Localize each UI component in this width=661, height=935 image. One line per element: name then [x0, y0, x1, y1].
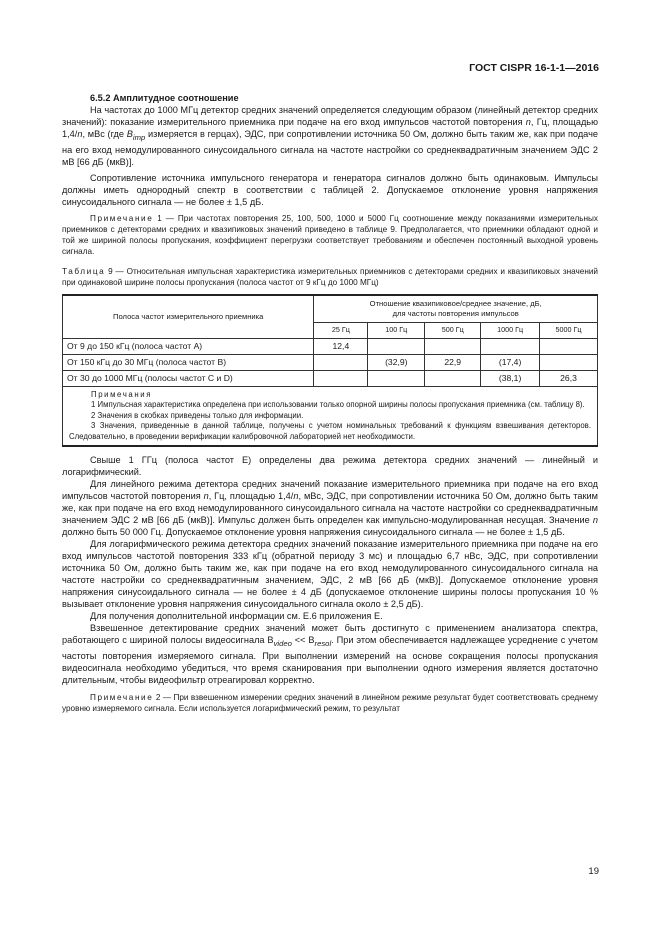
paragraph-above-1ghz: Свыше 1 ГГц (полоса частот Е) определены два режима детектора средних значений — линейный и логарифмический.: [62, 455, 598, 478]
note-text: 1 — При частотах повторения 25, 100, 500, 1000 и 5000 Гц соотношение между показаниями измерительных приемников с детекторами средних и квазипиковых значений приведено в таблице 9. Предполагается, что приемники обладают одной и той же шириной полосы пропускания, коэффициент перегрузки соответствует требованиям и обеспечен постоянный выходной уровень сигнала.: [62, 213, 598, 256]
column-header-500hz: 500 Гц: [425, 322, 481, 338]
text-run: << B: [291, 635, 315, 646]
section-heading: 6.5.2 Амплитудное соотношение: [90, 93, 239, 103]
text-run: , Гц, площадью 1,4/: [208, 491, 294, 502]
paragraph-source-impedance: Сопротивление источника импульсного генератора и генератора сигналов должно быть одинаковым. Импульсы должны иметь однородный спектр в соответствии с таблицей 2. Допускаемое отклонение уровня напряжения синусоидального сигнала — не более ± 1,5 дБ.: [62, 172, 598, 207]
text-run: , Гц, площадью 1,4/: [62, 117, 598, 139]
text-run: должно быть 50 000 Гц. Допускаемое отклонение уровня напряжения синусоидального сигнала — не более ± 1,5 дБ.: [62, 527, 565, 538]
italic-variable: B: [126, 129, 133, 139]
italic-variable: n: [293, 491, 299, 502]
table-notes: [63, 386, 598, 446]
page-body: [62, 92, 598, 714]
table-9: [62, 294, 598, 448]
text-run: , мВс (где: [82, 129, 127, 139]
column-header-1000hz: 1000 Гц: [481, 322, 540, 338]
table-cell: [540, 338, 598, 354]
table-cell: (32,9): [368, 354, 425, 370]
column-header-5000hz: 5000 Гц: [540, 322, 598, 338]
table-cell: [540, 354, 598, 370]
table-notes-title: Примечания: [91, 389, 153, 399]
note-label: Примечание: [90, 213, 154, 223]
text-run: На частотах до 1000 МГц детектор средних значений определяется следующим образом (линейный детектор средних значений): показание измерительного приемника при подаче на его вход импульсов частотой повторения: [62, 105, 598, 127]
table-cell: [314, 370, 368, 386]
table-cell: [425, 370, 481, 386]
table-cell: 12,4: [314, 338, 368, 354]
subscript: video: [273, 639, 292, 649]
table-cell: [368, 370, 425, 386]
table-label: Таблица: [62, 266, 106, 276]
note-2: [62, 692, 598, 714]
italic-variable: n: [525, 117, 531, 127]
table-9-caption: [62, 266, 598, 288]
italic-variable: n: [592, 515, 598, 526]
text-run: измеряется в герцах), ЭДС, при сопротивлении источника 50 Ом, должно быть таким же, как при подаче на его вход немодулированного синусоидального сигнала на частоте настройки со среднеквадратичным значением ЭДС 2 мВ [66 дБ (мкВ)].: [62, 129, 598, 167]
column-group-header-line-1: Отношение квазипиковое/среднее значение, дБ,: [369, 298, 542, 308]
table-note-1: 1 Импульсная характеристика определена при использовании только опорной ширины полосы пропускания приемника (см. таблицу 8).: [91, 400, 585, 410]
italic-variable: n: [203, 491, 209, 502]
column-group-header: [314, 295, 598, 323]
paragraph-linear-mode: [62, 478, 598, 538]
table-cell: [368, 338, 425, 354]
paragraph-weighted-detection: [62, 622, 598, 686]
column-header-25hz: 25 Гц: [314, 322, 368, 338]
text-run: Взвешенное детектирование средних значений может быть достигнуто с применением анализатора спектра, работающего с шириной полосы видеосигнала B: [62, 623, 598, 646]
note-label: Примечание: [90, 693, 154, 703]
page-number: 19: [588, 866, 599, 877]
column-header-100hz: 100 Гц: [368, 322, 425, 338]
table-caption-text: 9 — Относительная импульсная характеристика измерительных приемников с детекторами средних и квазипиковых значений при одинаковой ширине полосы пропускания (полоса частот от 9 кГц до 1000 МГц): [62, 266, 598, 287]
table-cell: (38,1): [481, 370, 540, 386]
table-cell: 26,3: [540, 370, 598, 386]
italic-variable: n: [77, 129, 83, 139]
text-run: , мВс, ЭДС, при сопротивлении источника 50 Ом, должно быть таким же, как при подаче на его вход немодулированного синусоидального сигнала на частоте настройки со среднеквадратичным значением ЭДС 2 мВ [66 дБ (мкВ)]. Импульс должен быть определен как импульсно-модулированная несущая. Значение: [62, 491, 598, 526]
paragraph-average-detector-definition: [62, 104, 598, 168]
table-cell: [425, 338, 481, 354]
document-id-header: ГОСТ CISPR 16-1-1—2016: [469, 62, 599, 74]
column-header-band: Полоса частот измерительного приемника: [63, 295, 314, 339]
text-run: . При этом обеспечивается надлежащее усреднение с учетом частоты повторения измеряемого сигнала. При выполнении измерений на основе сокращения полосы пропускания видеосигнала необходимо убедиться, что время сканирования при выполнении одного измерения является достаточно длительным, чтобы видеофильтр отреагировал корректно.: [62, 635, 598, 686]
table-row: [63, 354, 598, 370]
row-band-label: От 9 до 150 кГц (полоса частот А): [63, 338, 314, 354]
table-cell: (17,4): [481, 354, 540, 370]
paragraph-annex-reference: Для получения дополнительной информации см. Е.6 приложения Е.: [90, 611, 383, 622]
table-row: [63, 338, 598, 354]
row-band-label: От 150 кГц до 30 МГц (полоса частот В): [63, 354, 314, 370]
note-1: [62, 213, 598, 257]
paragraph-log-mode: Для логарифмического режима детектора средних значений показание измерительного приемника при подаче на его вход импульсов частотой повторения 333 кГц (обратной периоду 3 мс) и площадью 6,7 нВс, ЭДС, при сопротивлении источника 50 Ом, должно быть таким же, как при подаче на его вход немодулированного синусоидального сигнала на частоте настройки со среднеквадратичным значением, ЭДС, 2 мВ [66 дБ (мкВ)]. Допускаемое отклонение уровня напряжения синусоидального сигнала — не более ± 4 дБ (допускаемое отклонение ширины полосы пропускания 10 % вызывает отклонение уровня напряжения синусоидального сигнала около ± 2,5 дБ).: [62, 539, 598, 610]
table-note-2: 2 Значения в скобках приведены только для информации.: [91, 410, 304, 420]
text-run: Для линейного режима детектора средних значений показание измерительного приемника при подаче на его вход импульсов частотой повторения: [62, 479, 598, 502]
table-row: [63, 370, 598, 386]
table-cell: [314, 354, 368, 370]
subscript: resol: [314, 639, 332, 649]
table-cell: 22,9: [425, 354, 481, 370]
table-note-3: 3 Значения, приведенные в данной таблице, получены с учетом номинальных требований к функциям взвешивания детекторов. Следовательно, в проведении верификации калибровочной лабораторией нет необходимости.: [69, 421, 591, 441]
table-cell: [481, 338, 540, 354]
note-text: 2 — При взвешенном измерении средних значений в линейном режиме результат будет соответствовать среднему уровню измеряемого сигнала. Если используется логарифмический режим, то результат: [62, 693, 598, 714]
column-group-header-line-2: для частоты повторения импульсов: [392, 308, 519, 318]
row-band-label: От 30 до 1000 МГц (полосы частот С и D): [63, 370, 314, 386]
subscript: imp: [132, 132, 146, 142]
